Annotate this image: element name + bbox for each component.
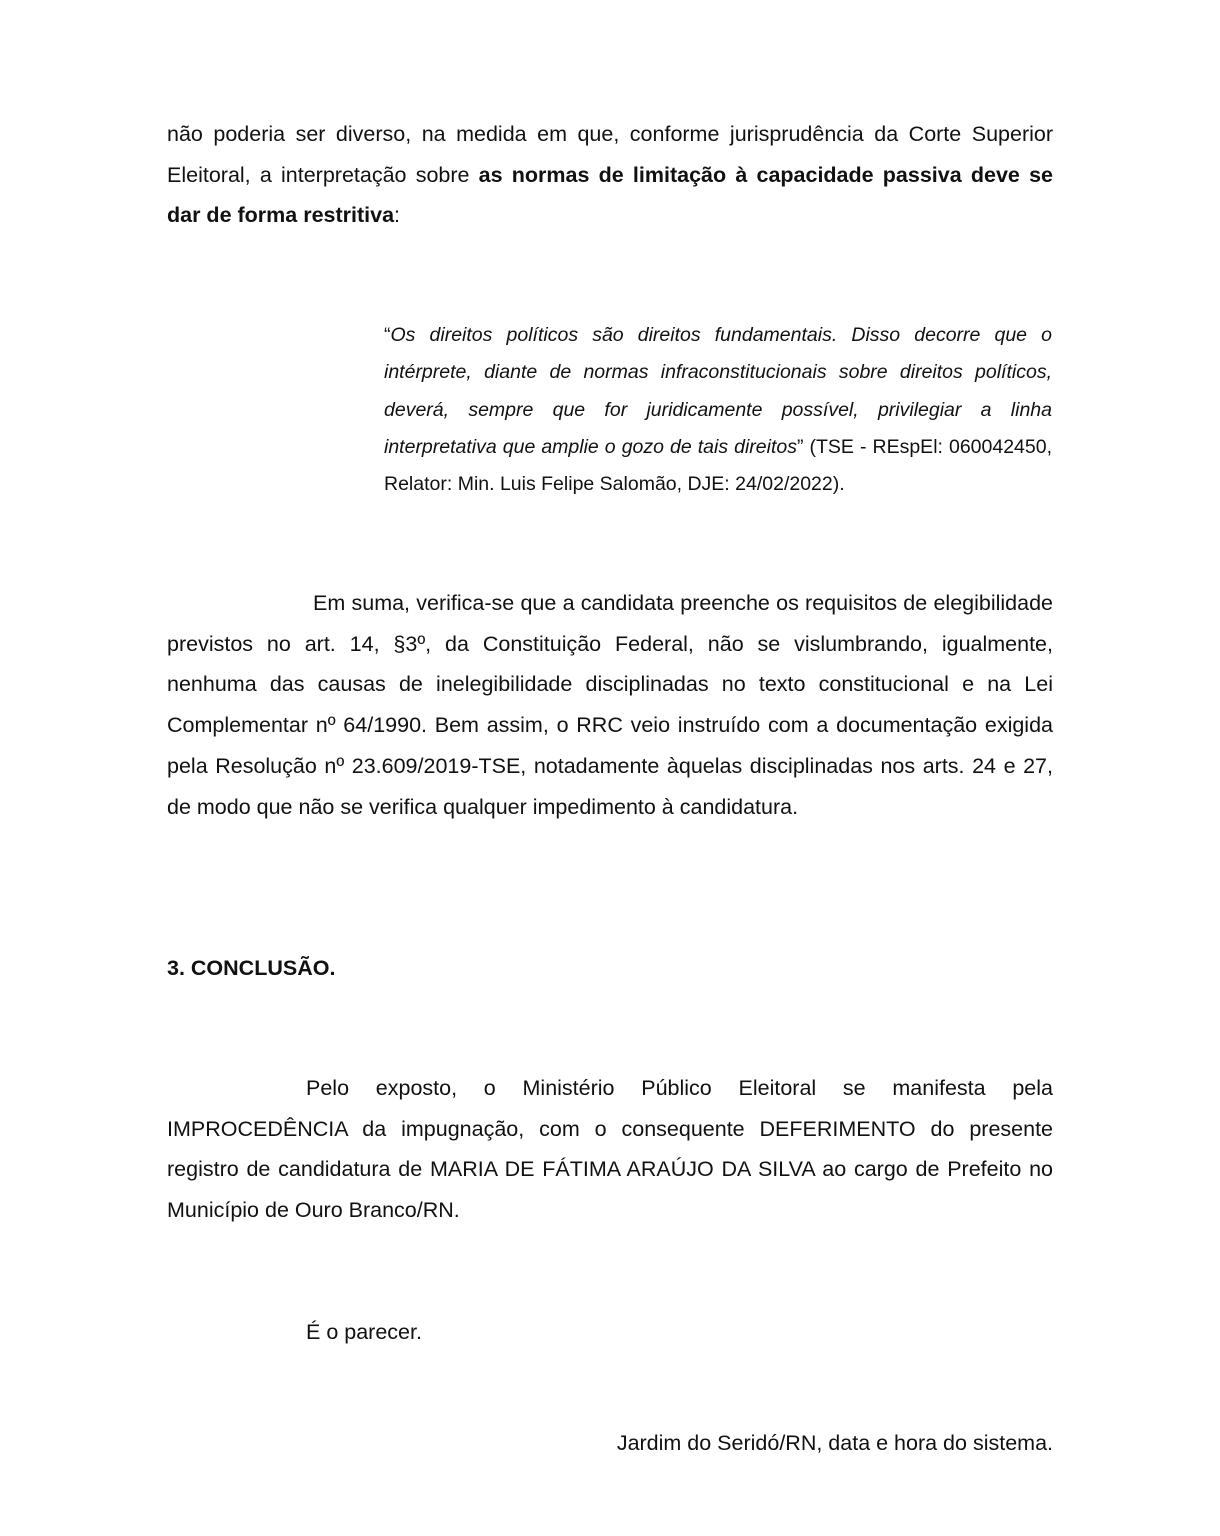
signature-line: Jardim do Seridó/RN, data e hora do sistema. [616,1431,1053,1455]
intro-text-part1: não poderia ser diverso, na medida em que, conforme jurisprudência da Corte Superior Eleitoral, a interpretação sobre [167,122,1053,187]
quote-close-mark: ” [796,435,804,458]
quote-open-mark: “ [384,324,391,346]
jurisprudence-quote [384,317,1052,503]
intro-bold-text: as normas de limitação à capacidade passiva deve se dar de forma restritiva [167,162,1053,228]
summary-paragraph [167,583,1053,827]
quote-italic-text: Os direitos políticos são direitos fundamentais. Disso decorre que o intérprete, diante de normas infraconstitucionais sobre direitos políticos, deverá, sempre que for juridicamente possível, privilegiar a linha interpretativa que amplie o gozo de tais direitos [384,324,1052,458]
conclusion-paragraph [167,1068,1053,1231]
quote-citation: (TSE - REspEl: 060042450, Relator: Min. Luis Felipe Salomão, DJE: 24/02/2022). [384,435,1053,496]
intro-text-part2: : [394,203,401,228]
conclusion-heading: 3. CONCLUSÃO. [167,956,336,980]
conclusion-text: Pelo exposto, o Ministério Público Eleitoral se manifesta pela IMPROCEDÊNCIA da impugnação, com o consequente DEFERIMENTO do presente registro de candidatura de MARIA DE FÁTIMA ARAÚJO DA SILVA ao cargo de Prefeito no Município de Ouro Branco/RN. [167,1076,1053,1223]
intro-paragraph [167,114,1053,236]
summary-text: Em suma, verifica-se que a candidata preenche os requisitos de elegibilidade previstos no art. 14, §3º, da Constituição Federal, não se vislumbrando, igualmente, nenhuma das causas de inelegibilidade disciplinadas no texto constitucional e na Lei Complementar nº 64/1990. Bem assim, o RRC veio instruído com a documentação exigida pela Resolução nº 23.609/2019-TSE, notadamente àquelas disciplinadas nos arts. 24 e 27, de modo que não se verifica qualquer impedimento à candidatura. [167,591,1053,819]
parecer-statement: É o parecer. [306,1320,422,1344]
